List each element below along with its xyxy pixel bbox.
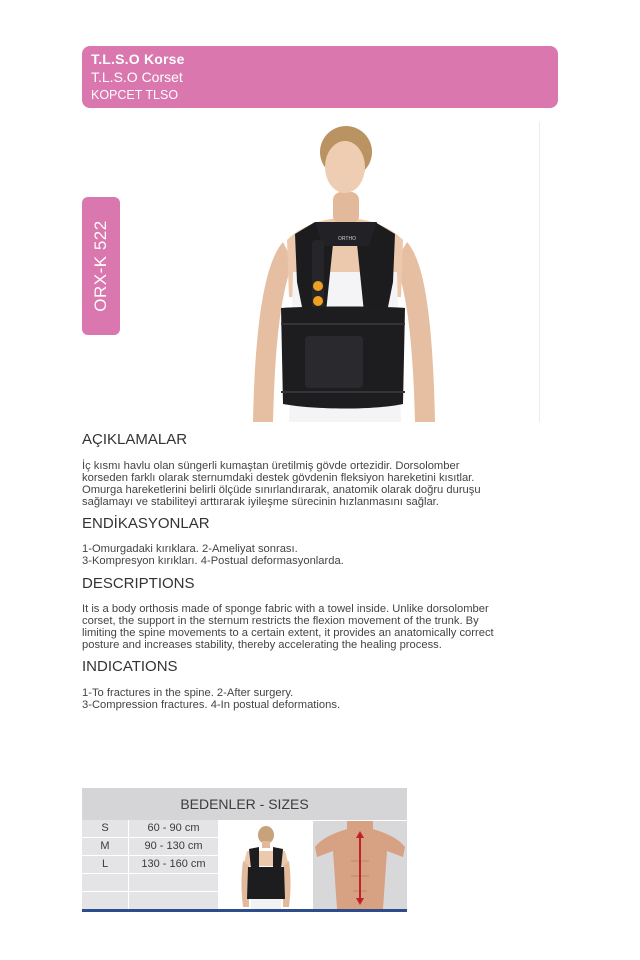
text-line: limiting the spine movements to a certain extent, it provides an anatomically correct	[82, 627, 494, 639]
bottom-accent-bar	[82, 909, 407, 912]
heading-aciklamalar: AÇIKLAMALAR	[82, 431, 188, 448]
product-code-tab	[82, 197, 120, 335]
product-photo	[155, 122, 540, 422]
size-row	[82, 874, 218, 892]
size-range: 60 - 90 cm	[147, 822, 200, 834]
paragraph-indications	[82, 687, 562, 711]
heading-endikasyonlar: ENDİKASYONLAR	[82, 515, 210, 532]
text-line: 1-To fractures in the spine. 2-After surgery.	[82, 687, 294, 699]
paragraph-descriptions	[82, 603, 562, 651]
size-row	[82, 856, 218, 874]
back-view-photo	[219, 821, 312, 909]
title-russian: KOPCET TLSO	[91, 88, 179, 102]
torso-measurement-illustration	[313, 821, 407, 909]
text-line: It is a body orthosis made of sponge fabric with a towel inside. Unlike dorsolomber	[82, 603, 489, 615]
paragraph-endikasyonlar	[82, 543, 562, 567]
heading-indications: INDICATIONS	[82, 658, 178, 675]
title-english: T.L.S.O Corset	[91, 69, 183, 85]
paragraph-aciklamalar	[82, 460, 562, 508]
size-label	[82, 892, 129, 909]
size-row	[82, 838, 218, 856]
size-range: 90 - 130 cm	[144, 840, 203, 852]
model-wearing-corset-illustration	[155, 122, 539, 422]
back-view-illustration	[219, 821, 312, 909]
size-label: L	[82, 856, 129, 873]
text-line: sağlamayı ve stabiliteyi arttırarak iyileşme sürecinin hızlanmasını sağlar.	[82, 496, 439, 508]
title-turkish: T.L.S.O Korse	[91, 51, 185, 67]
heading-descriptions: DESCRIPTIONS	[82, 575, 195, 592]
size-label	[82, 874, 129, 891]
text-line: İç kısmı havlu olan süngerli kumaştan üretilmiş gövde ortezidir. Dorsolomber	[82, 460, 460, 472]
size-label: M	[82, 838, 129, 855]
product-title-banner	[82, 46, 558, 108]
size-row	[82, 820, 218, 838]
text-line: Omurga hareketlerini belirli ölçüde sınırlandırarak, anatomik olarak doğru duruşu	[82, 484, 481, 496]
text-line: 1-Omurgadaki kırıklara. 2-Ameliyat sonrası.	[82, 543, 298, 555]
text-line: 3-Kompresyon kırıkları. 4-Postual deformasyonlarda.	[82, 555, 344, 567]
text-line: 3-Compression fractures. 4-In postual deformations.	[82, 699, 341, 711]
torso-measurement-photo	[313, 821, 407, 909]
text-line: posture and increases stability, thereby accelerating the healing process.	[82, 639, 442, 651]
brand-mark: ORTHO	[338, 236, 356, 242]
text-line: korseden farklı olarak sternumdaki destek gövdenin fleksiyon hareketini kısıtlar.	[82, 472, 475, 484]
size-range: 130 - 160 cm	[141, 858, 206, 870]
product-code: ORX-K 522	[91, 220, 110, 312]
size-chart	[82, 788, 407, 913]
text-line: corset, the support in the sternum restricts the flexion movement of the trunk. By	[82, 615, 479, 627]
size-chart-title: BEDENLER - SIZES	[82, 788, 407, 820]
size-table	[82, 820, 218, 909]
size-label: S	[82, 820, 129, 837]
size-row	[82, 892, 218, 909]
